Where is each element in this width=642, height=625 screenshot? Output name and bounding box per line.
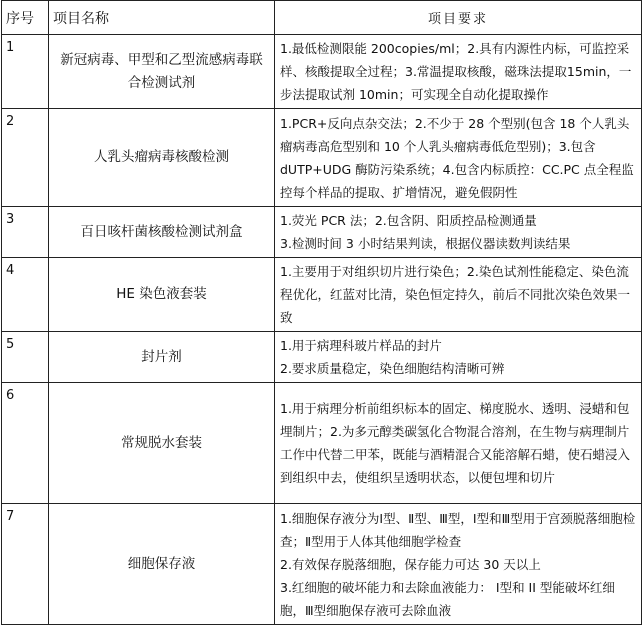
row-requirement [275, 383, 642, 504]
row-name: 细胞保存液 [49, 504, 275, 625]
row-seq: 1 [2, 35, 49, 109]
row-seq: 6 [2, 383, 49, 504]
requirement-line: 3.红细胞的破坏能力和去除血液能力： I型和 II 型能破坏红细胞，Ⅲ型细胞保存液可去除血液 [280, 579, 615, 618]
requirement-line: 1.用于病理科玻片样品的封片 [280, 338, 442, 353]
header-row [2, 1, 642, 35]
table-row [2, 504, 642, 625]
requirement-line: 3.检测时间 3 小时结果判读，根据仪器读数判读结果 [280, 236, 571, 251]
row-requirement [275, 504, 642, 625]
header-requirement: 项目要求 [275, 1, 642, 35]
row-requirement [275, 258, 642, 332]
row-name: 封片剂 [49, 332, 275, 383]
requirement-line: 1.PCR+反向点杂交法；2.不少于 28 个型别(包含 18 个人乳头瘤病毒高危型别和 10 个人乳头瘤病毒低危型别)；3.包含 dUTP+UDG 酶防污染系统；4.包含内标质控：CC.PC 点全程监控每个样品的提取、扩增情况，避免假阴性 [280, 115, 634, 200]
header-seq: 序号 [2, 1, 49, 35]
row-name: HE 染色液套装 [49, 258, 275, 332]
requirement-line: 1.最低检测限能 200copies/ml；2.具有内源性内标，可监控采样、核酸提取全过程；3.常温提取核酸，磁珠法提取15min，一步法提取试剂 10min；可实现全自动化提取操作 [280, 41, 632, 102]
row-seq: 2 [2, 109, 49, 207]
row-requirement [275, 332, 642, 383]
table-row [2, 109, 642, 207]
row-name: 百日咳杆菌核酸检测试剂盒 [49, 207, 275, 258]
row-requirement [275, 207, 642, 258]
row-seq: 5 [2, 332, 49, 383]
table-row [2, 332, 642, 383]
row-seq: 3 [2, 207, 49, 258]
row-requirement [275, 109, 642, 207]
requirement-line: 2.要求质量稳定，染色细胞结构清晰可辨 [280, 361, 505, 376]
row-name: 新冠病毒、甲型和乙型流感病毒联合检测试剂 [49, 35, 275, 109]
table-row [2, 258, 642, 332]
table-row [2, 207, 642, 258]
row-seq: 7 [2, 504, 49, 625]
row-requirement [275, 35, 642, 109]
requirement-line: 1.用于病理分析前组织标本的固定、梯度脱水、透明、浸蜡和包埋制片；2.为多元醇类碳氢化合物混合溶剂，在生物与病理制片工作中代替二甲苯，既能与酒精混合又能溶解石蜡，使石蜡浸入到组织中去，使组织呈透明状态，以便包埋和切片 [280, 401, 631, 485]
requirement-line: 1.荧光 PCR 法；2.包含阴、阳质控品检测通量 [280, 213, 537, 228]
requirement-line: 1.主要用于对组织切片进行染色；2.染色试剂性能稳定、染色流程优化，红蓝对比清，染色恒定持久，前后不同批次染色效果一致 [280, 264, 631, 325]
requirement-line: 1.细胞保存液分为Ⅰ型、Ⅱ型、Ⅲ型，Ⅰ型和Ⅲ型用于宫颈脱落细胞检查；Ⅱ型用于人体其他细胞学检查 [280, 510, 636, 549]
row-name: 常规脱水套装 [49, 383, 275, 504]
row-name: 人乳头瘤病毒核酸检测 [49, 109, 275, 207]
header-name: 项目名称 [49, 1, 275, 35]
requirements-table [1, 0, 642, 625]
requirement-line: 2.有效保存脱落细胞，保存能力可达 30 天以上 [280, 556, 541, 572]
table-row [2, 383, 642, 504]
row-seq: 4 [2, 258, 49, 332]
table-row [2, 35, 642, 109]
